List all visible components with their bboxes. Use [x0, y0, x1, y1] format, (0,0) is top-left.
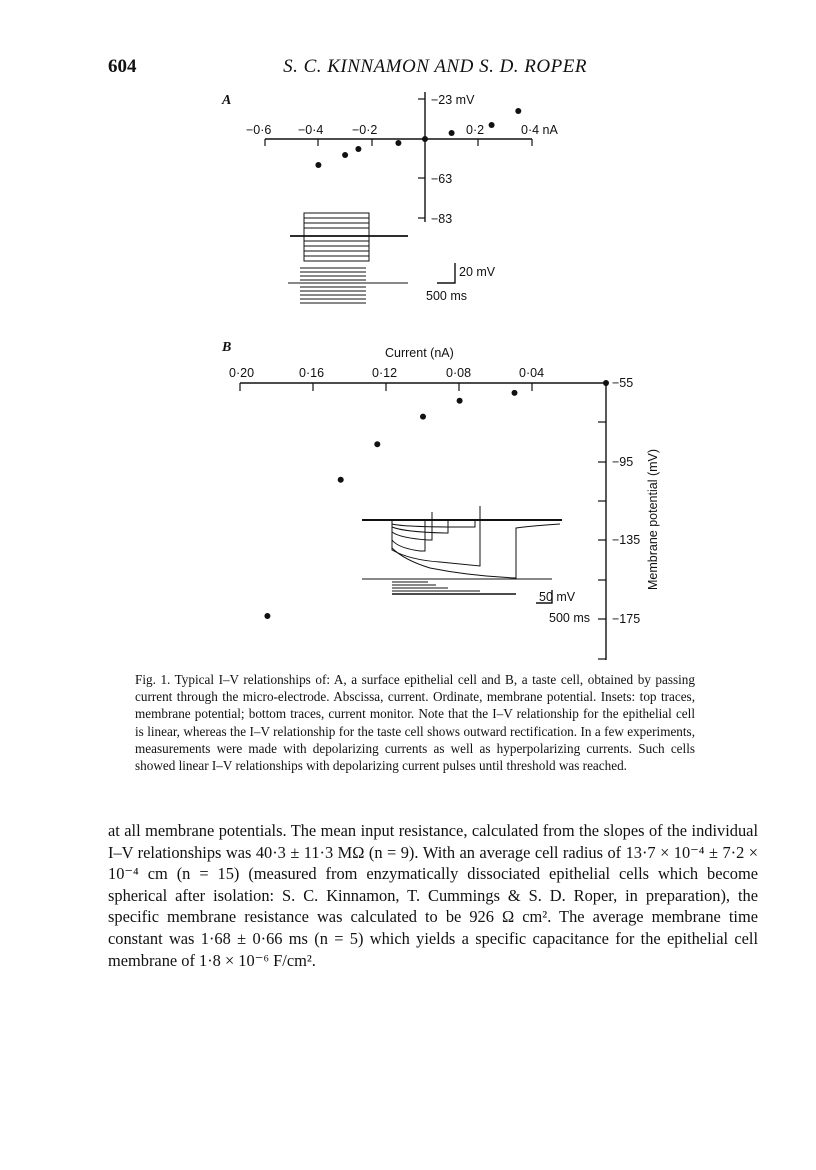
panel-a-y-tickmarks: [418, 99, 425, 218]
panel-b-data-point-2: [457, 398, 463, 404]
panel-b-x-tick-label: 0·12: [372, 366, 398, 380]
panel-b-data-point-4: [374, 441, 380, 447]
figure-caption: Fig. 1. Typical I–V relationships of: A, a surface epithelial cell and B, a taste cell, obtained by passing current through the micro-electrode. Abscissa, current. Ordinate, membrane potential. Insets: top traces, membrane potential; bottom traces, current monitor. Note that the I–V relationship for the epithelial cell is linear, whereas the I–V relationship for the taste cell shows outward rectification. In a few experiments, measurements were made with depolarizing currents as well as hyperpolarizing currents. Such cells showed linear I–V relationships with depolarizing current pulses until threshold was reached.: [135, 672, 695, 774]
panel-b-label: B: [222, 340, 232, 355]
panel-b-data-point-6: [264, 613, 270, 619]
panel-b-y-tick-label: −135: [612, 533, 641, 547]
panel-b-data-points: [264, 380, 609, 619]
panel-b-x-tick-label: 0·08: [446, 366, 472, 380]
panel-a-voltage-traces: [290, 213, 408, 261]
page-number: 604: [108, 56, 137, 77]
panel-a-data-point-6: [489, 122, 495, 128]
panel-a-x-tick-label: 0·4 nA: [521, 123, 558, 137]
panel-b-x-tick-label: 0·16: [299, 366, 325, 380]
panel-a-x-tick-label: −0·6: [246, 123, 272, 137]
panel-a: [221, 92, 558, 303]
panel-a-data-point-2: [355, 146, 361, 152]
panel-a-data-point-4: [422, 136, 428, 142]
panel-b-x-tick-label: 0·20: [229, 366, 255, 380]
panel-b-voltage-traces: [362, 506, 562, 578]
panel-a-data-point-7: [515, 108, 521, 114]
panel-a-data-points: [315, 108, 521, 168]
panel-b-y-tick-label: −95: [612, 455, 634, 469]
panel-b-x-tick-label: 0·04: [519, 366, 545, 380]
panel-b-y-tick-label: −55: [612, 376, 634, 390]
panel-b-scale-voltage: 50 mV: [539, 590, 576, 604]
panel-a-data-point-0: [315, 162, 321, 168]
panel-a-y-tick-label: −83: [431, 212, 453, 226]
panel-b-data-point-0: [603, 380, 609, 386]
panel-b-data-point-5: [338, 477, 344, 483]
panel-b-data-point-3: [420, 414, 426, 420]
panel-a-y-tick-label: −23 mV: [431, 93, 475, 107]
panel-a-scale-bar: [426, 263, 496, 303]
panel-b-current-traces: [362, 579, 552, 594]
panel-b-scale-time: 500 ms: [549, 611, 590, 625]
panel-b-y-axis-title: Membrane potential (mV): [646, 448, 660, 590]
panel-a-y-tick-label: −63: [431, 172, 453, 186]
panel-b-data-point-1: [512, 390, 518, 396]
panel-a-scale-voltage: 20 mV: [459, 265, 496, 279]
panel-b-x-tickmarks: [240, 383, 532, 391]
panel-b-y-tickmarks: [598, 422, 606, 659]
panel-b-scale-bar: [536, 590, 590, 625]
panel-b-x-axis-title: Current (nA): [385, 346, 454, 360]
panel-a-x-tick-label: −0·4: [298, 123, 324, 137]
panel-a-current-traces: [288, 268, 408, 303]
panel-a-scale-time: 500 ms: [426, 289, 467, 303]
panel-a-x-tick-label: 0·2: [466, 123, 485, 137]
panel-b: [221, 340, 660, 660]
panel-a-x-tick-label: −0·2: [352, 123, 378, 137]
panel-a-label: A: [222, 93, 232, 108]
body-paragraph: at all membrane potentials. The mean input resistance, calculated from the slopes of the individual I–V relationships was 40·3 ± 11·3 MΩ (n = 9). With an average cell radius of 13·7 × 10⁻⁴ ± 7·2 × 10⁻⁴ cm (n = 15) (measured from enzymatically dissociated epithelial cells which become spherical after isolation: S. C. Kinnamon, T. Cummings & S. D. Roper, in preparation), the specific membrane resistance was calculated to be 926 Ω cm². The average membrane time constant was 1·68 ± 0·66 ms (n = 5) which yields a specific capacitance for the epithelial cell membrane of 1·8 × 10⁻⁶ F/cm².: [108, 821, 758, 970]
panel-b-y-tick-label: −175: [612, 612, 641, 626]
panel-a-data-point-3: [395, 140, 401, 146]
running-head: S. C. KINNAMON AND S. D. ROPER: [283, 56, 587, 77]
panel-a-data-point-1: [342, 152, 348, 158]
panel-a-data-point-5: [449, 130, 455, 136]
